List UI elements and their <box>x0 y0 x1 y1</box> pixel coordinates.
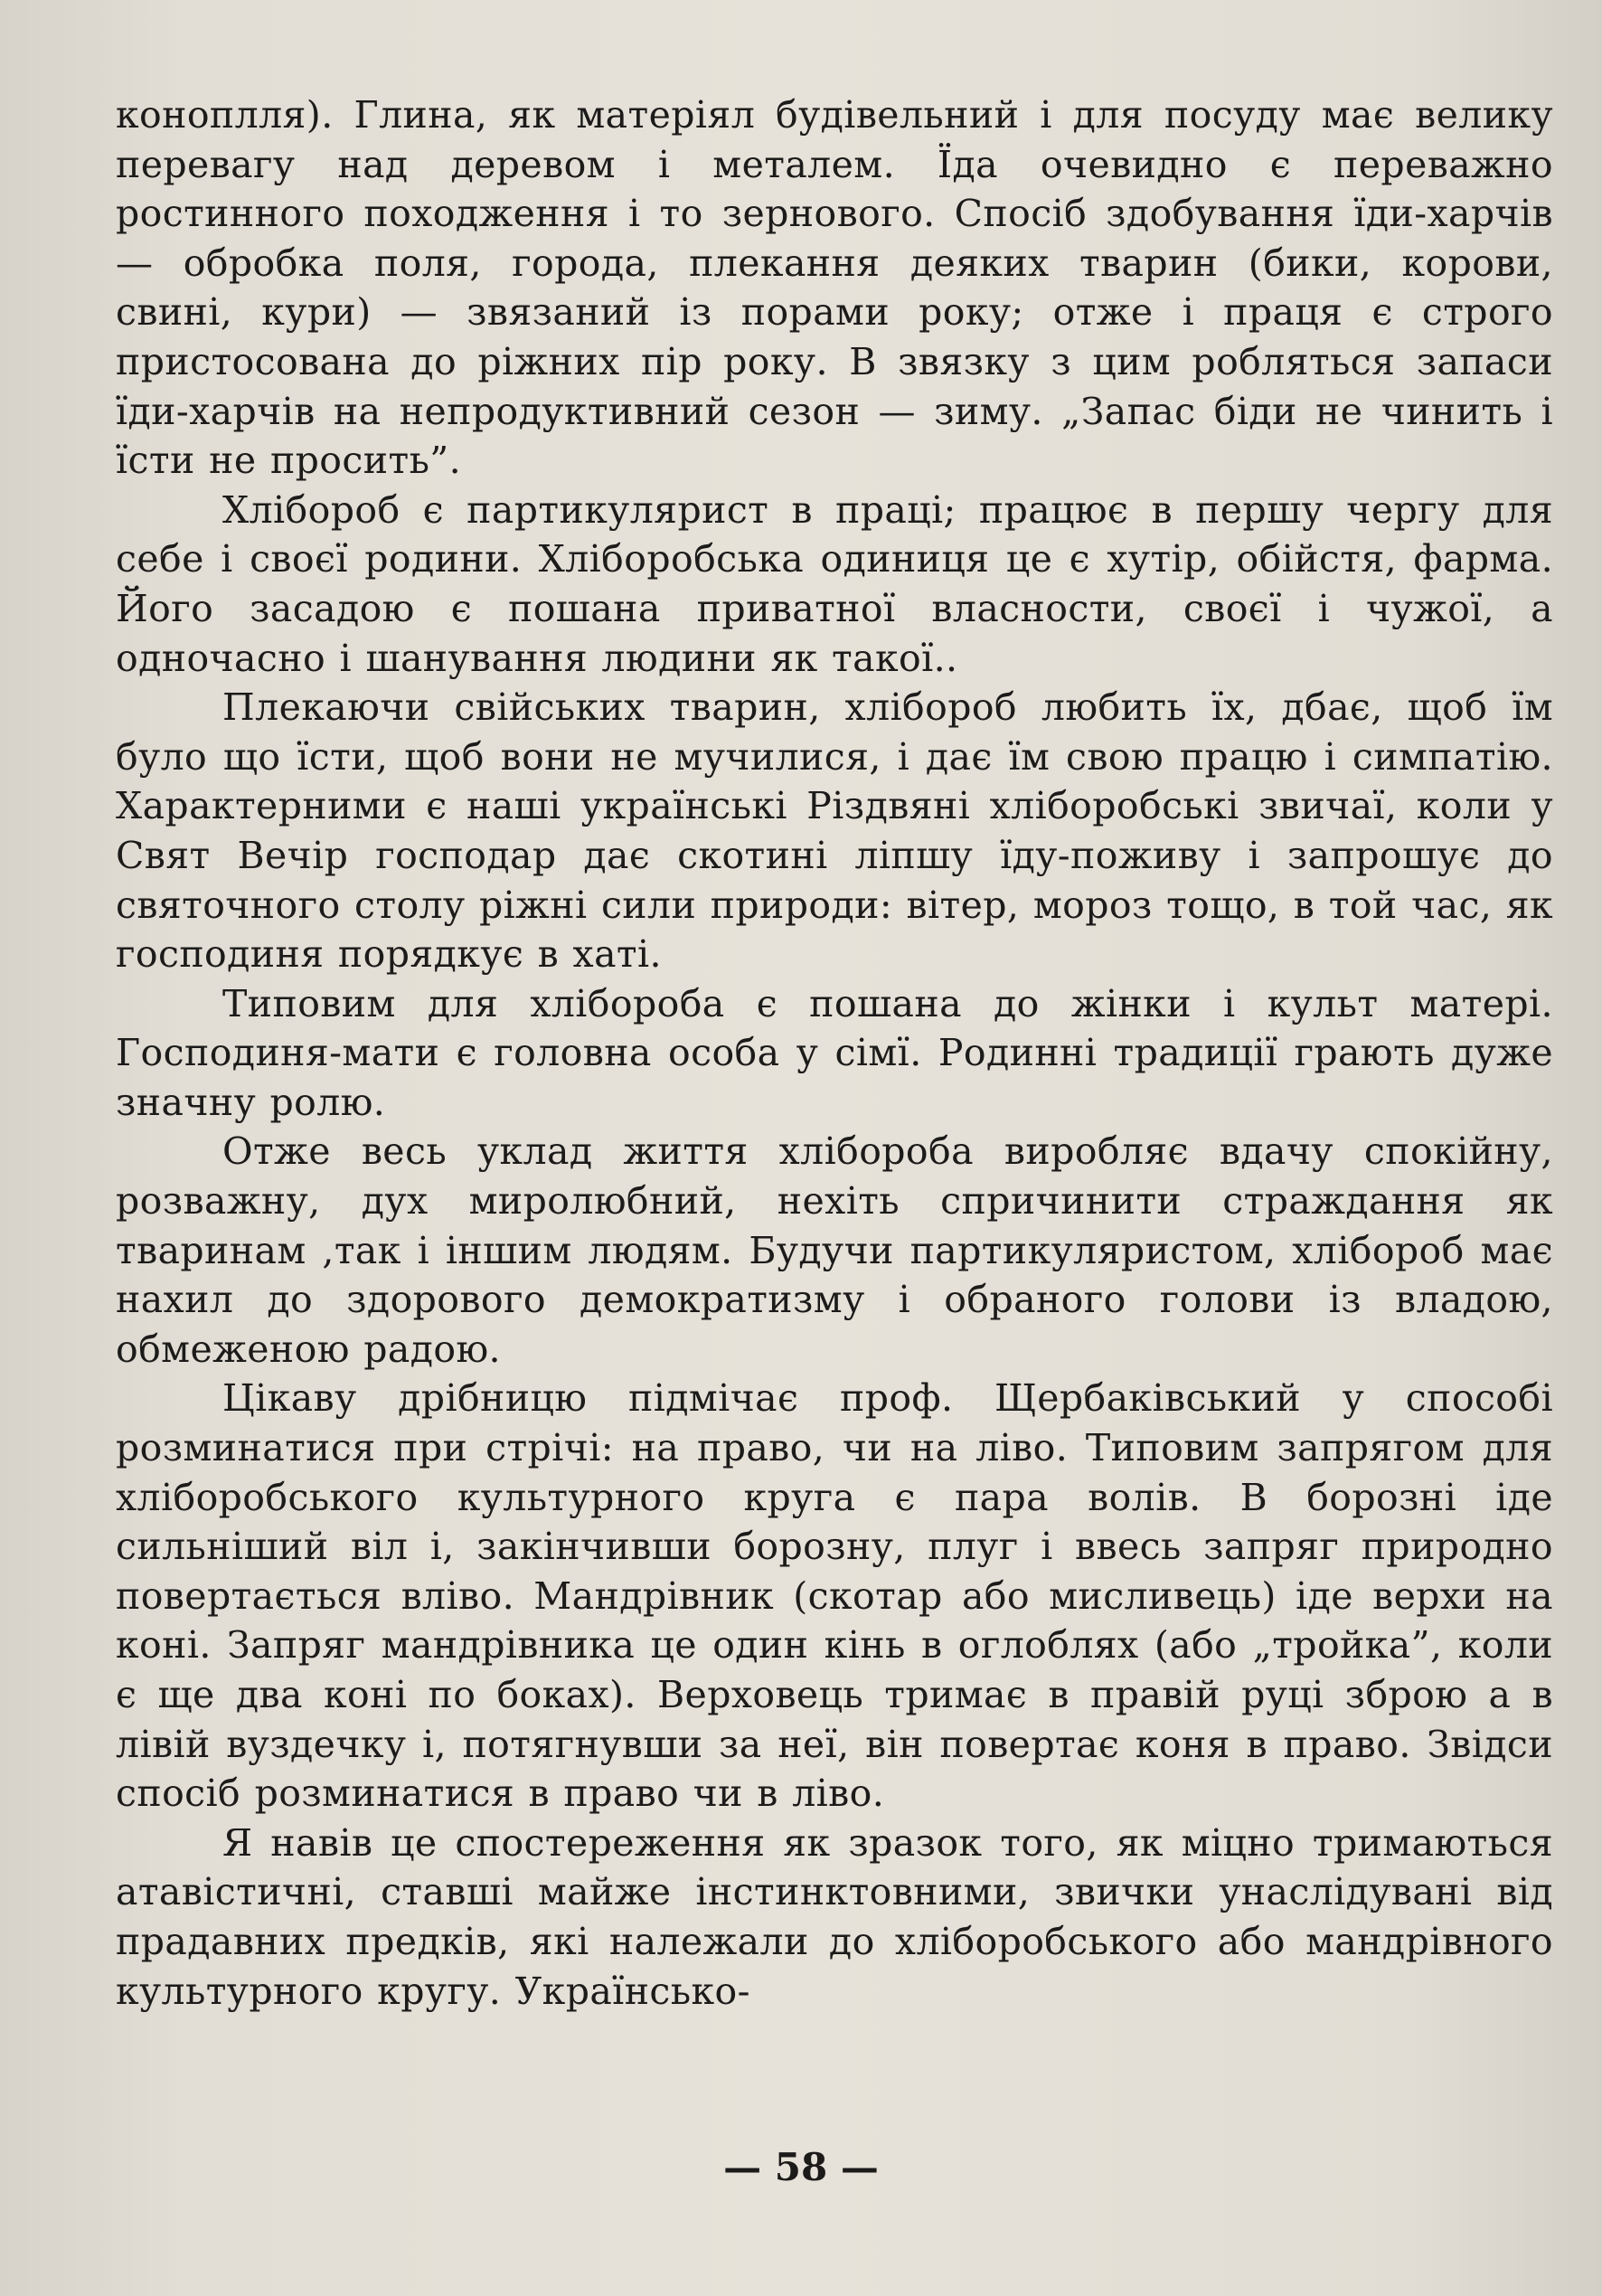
paragraph-3: Плекаючи свійських тварин, хлібороб любить їх, дбає, щоб їм було що їсти, щоб вони не мучилися, і дає їм свою працю і симпатію. Характерними є наші українські Різдвяні хліборобські звичаї, коли у Свят Вечір господар дає скотині ліпшу їду-поживу і запрошує до святочного столу ріжні сили природи: вітер, мороз тощо, в той час, як господиня порядкує в хаті. <box>116 685 1553 977</box>
paragraph-5: Отже весь уклад життя хлібороба виробляє вдачу спокійну, розважну, дух миролюбний, нехіть спричинити страждання як тваринам ,так і іншим людям. Будучи партикуляристом, хлібороб має нахил до здорового демократизму і обраного голови із владою, обмеженою радою. <box>116 1129 1553 1371</box>
paragraph-1: коноплля). Глина, як матеріял будівельний і для посуду має велику перевагу над деревом і металем. Їда очевидно є переважно ростинного походження і то зернового. Спосіб здобування їди-харчів — обробка поля, города, плекання деяких тварин (бики, корови, свині, кури) — звязаний із порами року; отже і праця є строго пристосована до ріжних пір року. В звязку з цим робляться запаси їди-харчів на непродуктивний сезон — зиму. „Запас біди не чинить і їсти не просить”. <box>116 93 1553 483</box>
paragraph-2: Хлібороб є партикулярист в праці; працює в першу чергу для себе і своєї родини. Хліборобська одиниця це є хутір, обійстя, фарма. Його засадою є пошана приватної власности, своєї і чужої, а одночасно і шанування людини як такої.. <box>116 487 1553 680</box>
page-number: — 58 — <box>723 2145 879 2189</box>
paragraph-6: Цікаву дрібницю підмічає проф. Щербаківський у способі розминатися при стрічі: на право, чи на ліво. Типовим запрягом для хліборобського культурного круга є пара волів. В борозні іде сильніший віл і, закінчивши борозну, плуг і ввесь запряг природно повертається вліво. Мандрівник (скотар або мисливець) іде верхи на коні. Запряг мандрівника це один кінь в оглоблях (або „тройка”, коли є ще два коні по боках). Верховець тримає в правій руці зброю а в лівій вуздечку і, потягнувши за неї, він повертає коня в право. Звідси спосіб розминатися в право чи в ліво. <box>116 1376 1553 1816</box>
paragraph-4: Типовим для хлібороба є пошана до жінки і культ матері. Господиня-мати є головна особа у сімї. Родинні традиції грають дуже значну ролю. <box>116 981 1553 1124</box>
page-text <box>116 90 1553 2016</box>
paragraph-7: Я навів це спостереження як зразок того, як міцно тримаються атавістичні, ставші майже інстинктовними, звички унаслідувані від прадавних предків, які належали до хліборобського або мандрівного культурного кругу. Українсько- <box>116 1820 1553 2013</box>
